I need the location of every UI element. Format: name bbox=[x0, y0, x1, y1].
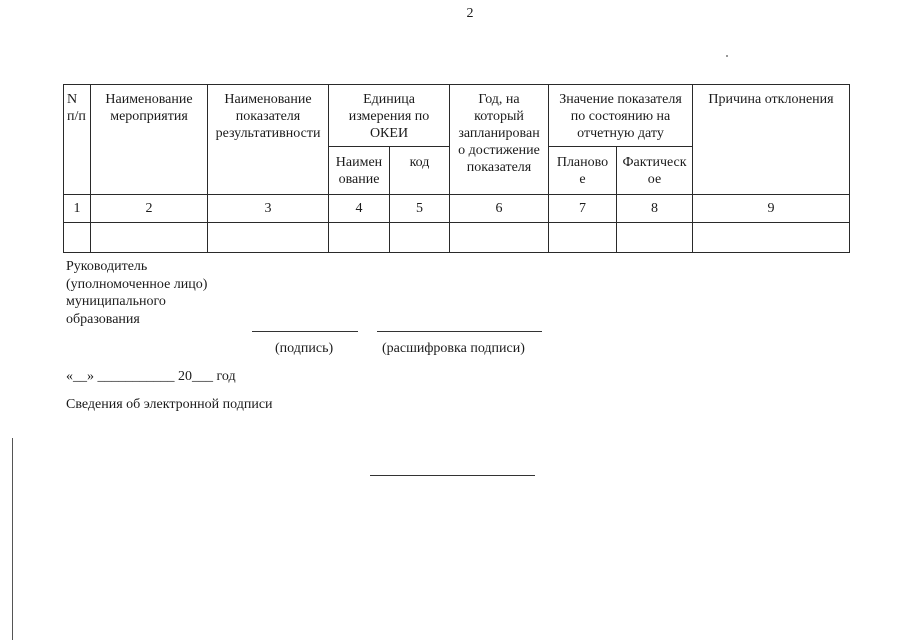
header-year bbox=[450, 85, 549, 195]
signer-line: (уполномоченное лицо) bbox=[66, 276, 208, 292]
empty-cell bbox=[450, 223, 549, 253]
scan-edge-line bbox=[12, 438, 13, 640]
column-number: 1 bbox=[64, 195, 91, 223]
header-line: измерения по bbox=[348, 109, 430, 124]
header-line: е bbox=[579, 172, 586, 187]
empty-cell bbox=[549, 223, 617, 253]
header-value-actual bbox=[617, 147, 693, 195]
column-number: 4 bbox=[329, 195, 390, 223]
header-unit bbox=[329, 85, 450, 147]
empty-cell bbox=[91, 223, 208, 253]
column-number: 2 bbox=[91, 195, 208, 223]
header-line: ОКЕИ bbox=[369, 126, 409, 141]
header-line: показателя bbox=[235, 109, 301, 124]
column-number-row bbox=[64, 195, 850, 223]
header-indicator-name bbox=[208, 85, 329, 195]
report-table bbox=[63, 84, 850, 253]
header-line: ование bbox=[338, 172, 380, 187]
empty-cell bbox=[208, 223, 329, 253]
empty-cell bbox=[617, 223, 693, 253]
header-line: код bbox=[409, 155, 430, 170]
column-number: 5 bbox=[390, 195, 450, 223]
header-line: Наименование bbox=[224, 92, 312, 107]
e-signature-line bbox=[370, 475, 535, 476]
header-value bbox=[549, 85, 693, 147]
header-line: о достижение bbox=[458, 143, 540, 158]
header-event-name bbox=[91, 85, 208, 195]
column-number: 3 bbox=[208, 195, 329, 223]
signer-line: Руководитель bbox=[66, 259, 148, 274]
header-line: по состоянию на bbox=[570, 109, 671, 124]
header-row-main bbox=[64, 85, 850, 147]
header-line: Причина отклонения bbox=[708, 92, 834, 107]
signer-line: муниципального bbox=[66, 294, 166, 309]
header-line: Фактическ bbox=[622, 155, 687, 170]
column-number: 9 bbox=[693, 195, 850, 223]
empty-cell bbox=[390, 223, 450, 253]
header-line: N bbox=[67, 92, 78, 107]
header-line: мероприятия bbox=[110, 109, 188, 124]
empty-cell bbox=[329, 223, 390, 253]
empty-cell bbox=[64, 223, 91, 253]
decryption-line bbox=[377, 331, 542, 332]
decryption-caption: (расшифровка подписи) bbox=[382, 341, 525, 356]
header-line: который bbox=[474, 109, 524, 124]
e-signature-label: Сведения об электронной подписи bbox=[66, 397, 273, 412]
header-line: Наименование bbox=[105, 92, 193, 107]
empty-data-row bbox=[64, 223, 850, 253]
header-value-planned bbox=[549, 147, 617, 195]
header-line: п/п bbox=[67, 109, 86, 124]
header-line: Наимен bbox=[335, 155, 383, 170]
header-deviation-reason bbox=[693, 85, 850, 195]
header-line: ое bbox=[647, 172, 662, 187]
header-unit-code bbox=[390, 147, 450, 195]
signature-line bbox=[252, 331, 358, 332]
header-line: результативности bbox=[215, 126, 321, 141]
signer-title bbox=[66, 258, 207, 328]
scan-dust-dot bbox=[726, 55, 728, 57]
date-line: «__» ___________ 20___ год bbox=[66, 369, 236, 384]
header-line: Значение показателя bbox=[559, 92, 682, 107]
header-line: показателя bbox=[466, 160, 532, 175]
column-number: 7 bbox=[549, 195, 617, 223]
empty-cell bbox=[693, 223, 850, 253]
header-unit-name bbox=[329, 147, 390, 195]
header-num bbox=[64, 85, 91, 195]
header-line: Единица bbox=[363, 92, 415, 107]
column-number: 8 bbox=[617, 195, 693, 223]
header-line: запланирован bbox=[458, 126, 540, 141]
page-number: 2 bbox=[466, 6, 474, 21]
header-line: Планово bbox=[556, 155, 609, 170]
column-number: 6 bbox=[450, 195, 549, 223]
signer-line: образования bbox=[66, 311, 140, 327]
signature-caption: (подпись) bbox=[275, 341, 334, 356]
header-line: Год, на bbox=[478, 92, 520, 107]
header-line: отчетную дату bbox=[577, 126, 664, 141]
